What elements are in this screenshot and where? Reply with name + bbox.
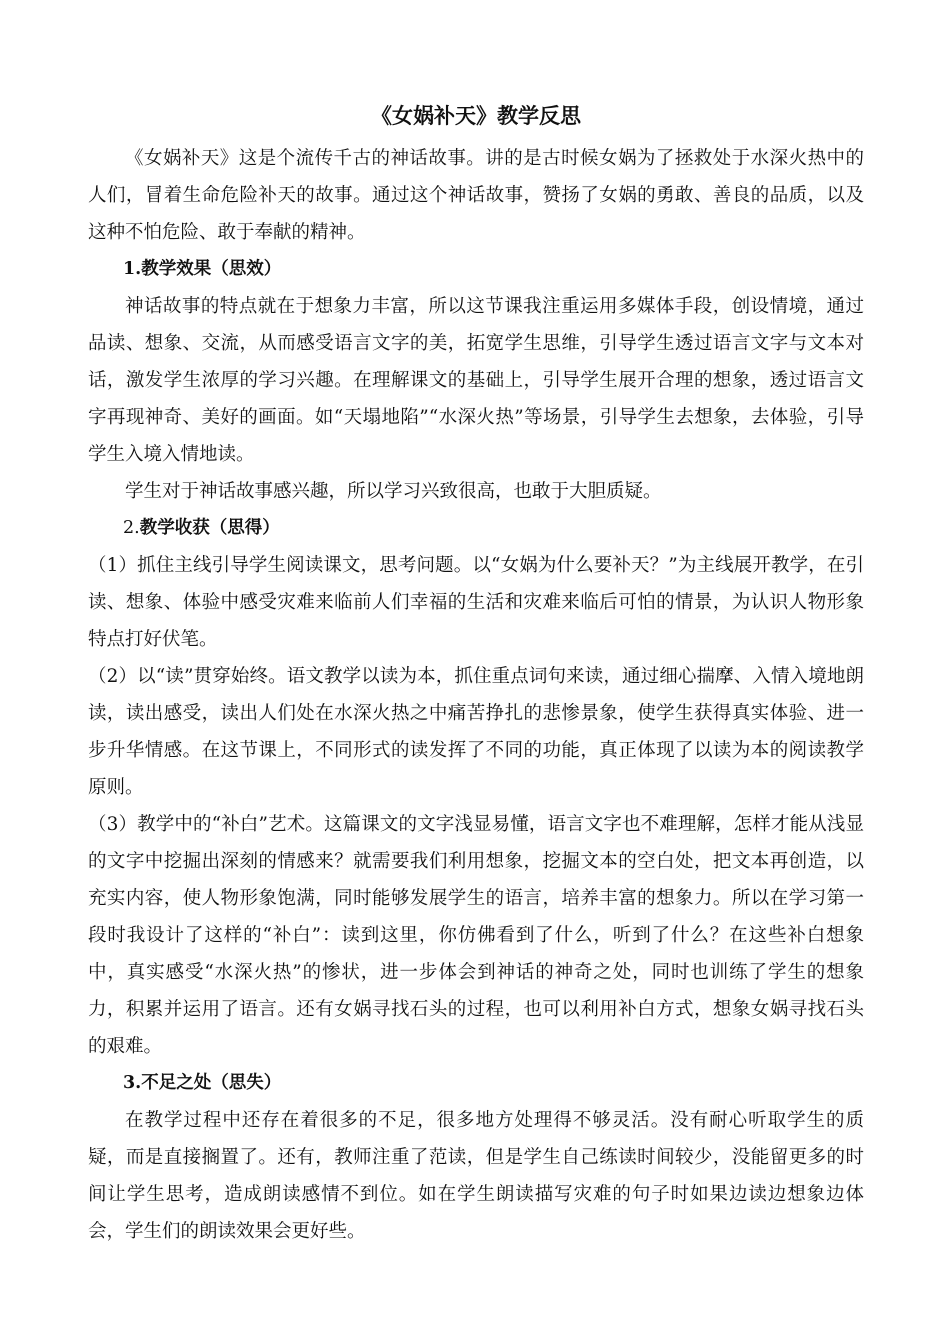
section-number: 3. [123,1073,142,1093]
section2-item-1: （1）抓住主线引导学生阅读课文，思考问题。以“女娲为什么要补天？”为主线展开教学，在引读、想象、体验中感受灾难来临前人们幸福的生活和灾难来临后可怕的情景，为认识人物形象特点打好伏笔。 [88,555,864,650]
section-number: 1. [123,259,142,279]
section1-paragraph-2: 学生对于神话故事感兴趣，所以学习兴致很高，也敢于大胆质疑。 [125,481,662,502]
section-title: 不足之处（思失） [141,1073,282,1093]
section-heading-1 [88,251,864,288]
document-page [88,96,864,1250]
section-heading-2 [88,510,864,547]
section3-paragraph-1: 在教学过程中还存在着很多的不足，很多地方处理得不够灵活。没有耐心听取学生的质疑，而是直接搁置了。还有，教师注重了范读，但是学生自己练读时间较少，没能留更多的时间让学生思考，造成朗读感情不到位。如在学生朗读描写灾难的句子时如果边读边想象边体会，学生们的朗读效果会更好些。 [88,1110,864,1242]
section2-item-3: （3）教学中的“补白”艺术。这篇课文的文字浅显易懂，语言文字也不难理解，怎样才能从浅显的文字中挖掘出深刻的情感来？就需要我们利用想象，挖掘文本的空白处，把文本再创造，以充实内容，使人物形象饱满，同时能够发展学生的语言，培养丰富的想象力。所以在学习第一段时我设计了这样的“补白”：读到这里，你仿佛看到了什么，听到了什么？在这些补白想象中，真实感受“水深火热”的惨状，进一步体会到神话的神奇之处，同时也训练了学生的想象力，积累并运用了语言。还有女娲寻找石头的过程，也可以利用补白方式，想象女娲寻找石头的艰难。 [88,814,864,1057]
section2-item-2: （2）以“读”贯穿始终。语文教学以读为本，抓住重点词句来读，通过细心揣摩、入情入境地朗读，读出感受，读出人们处在水深火热之中痛苦挣扎的悲惨景象，使学生获得真实体验、进一步升华情感。在这节课上，不同形式的读发挥了不同的功能，真正体现了以读为本的阅读教学原则。 [88,666,864,798]
section-title: 教学效果（思效） [141,259,282,279]
section-number: 2. [123,518,140,538]
section-heading-3 [88,1065,864,1102]
document-title: 《女娲补天》教学反思 [371,104,581,128]
intro-paragraph: 《女娲补天》这是个流传千古的神话故事。讲的是古时候女娲为了拯救处于水深火热中的人们，冒着生命危险补天的故事。通过这个神话故事，赞扬了女娲的勇敢、善良的品质，以及这种不怕危险、敢于奉献的精神。 [88,148,864,243]
section1-paragraph-1: 神话故事的特点就在于想象力丰富，所以这节课我注重运用多媒体手段，创设情境，通过品读、想象、交流，从而感受语言文字的美，拓宽学生思维，引导学生透过语言文字与文本对话，激发学生浓厚的学习兴趣。在理解课文的基础上，引导学生展开合理的想象，透过语言文字再现神奇、美好的画面。如“天塌地陷”“水深火热”等场景，引导学生去想象，去体验，引导学生入境入情地读。 [88,296,864,465]
section-title: 教学收获（思得） [139,518,280,538]
